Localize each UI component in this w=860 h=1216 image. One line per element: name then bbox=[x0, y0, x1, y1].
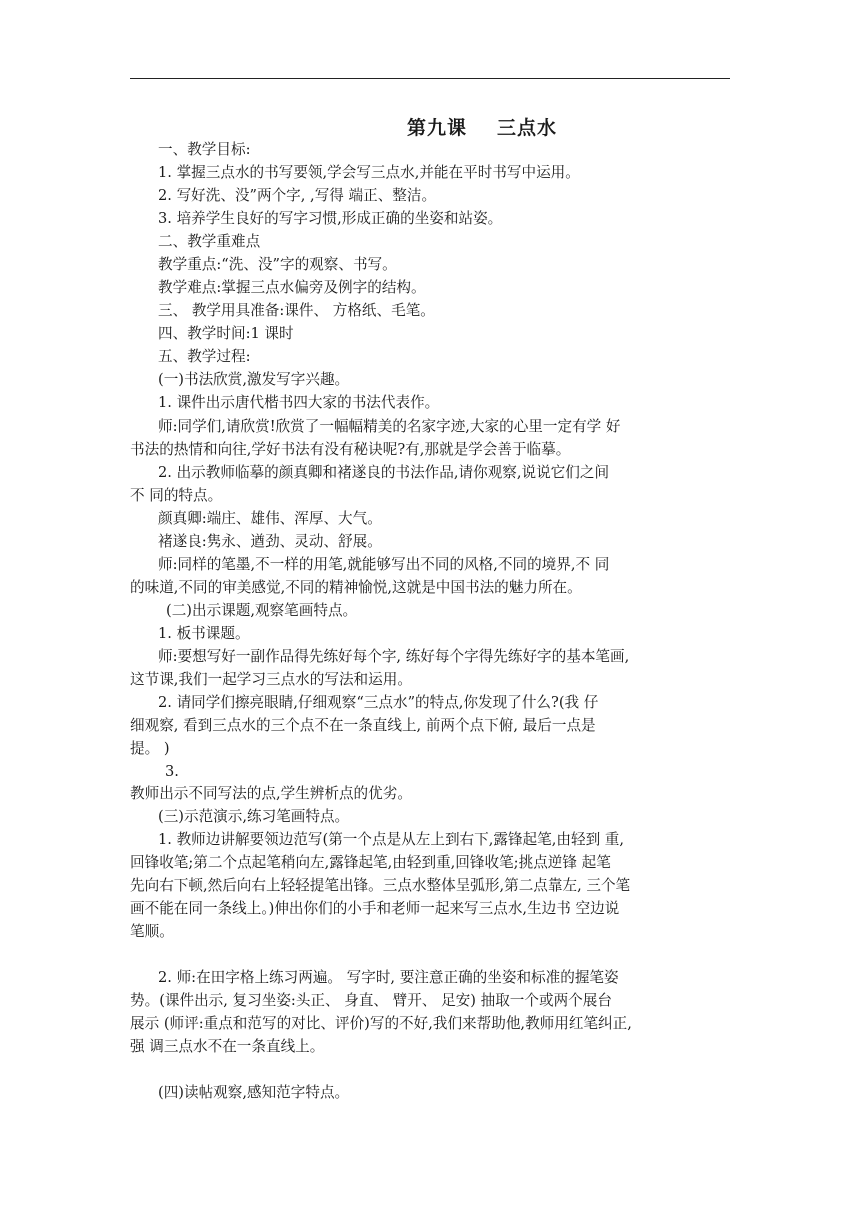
text-line: 强 调三点水不在一条直线上。 bbox=[130, 1038, 325, 1055]
text-line: 的味道,不同的审美感觉,不同的精神愉悦,这就是中国书法的魅力所在。 bbox=[130, 579, 582, 596]
text-line: 先向右下顿,然后向右上轻轻提笔出锋。三点水整体呈弧形,第二点靠左, 三个笔 bbox=[130, 877, 631, 894]
text-line: 3. 培养学生良好的写字习惯,形成正确的坐姿和站姿。 bbox=[158, 210, 503, 227]
text-line: 1. 教师边讲解要领边范写(第一个点是从左上到右下,露锋起笔,由轻到 重, bbox=[158, 831, 625, 848]
text-line: 笔顺。 bbox=[130, 923, 174, 940]
text-line: 3. bbox=[165, 763, 179, 780]
text-line: 三、 教学用具准备:课件、 方格纸、毛笔。 bbox=[158, 302, 435, 319]
text-line: 提。 ) bbox=[130, 740, 170, 757]
text-line: 师:同样的笔墨,不一样的用笔,就能够写出不同的风格,不同的境界,不 同 bbox=[158, 556, 610, 573]
text-line: (二)出示课题,观察笔画特点。 bbox=[166, 602, 358, 619]
text-line: 1. 课件出示唐代楷书四大家的书法代表作。 bbox=[158, 394, 440, 411]
lesson-number: 第九课 bbox=[406, 117, 467, 139]
text-line: 教学难点:掌握三点水偏旁及例字的结构。 bbox=[158, 279, 426, 296]
text-line: 四、教学时间:1 课时 bbox=[158, 325, 294, 342]
text-line: 五、教学过程: bbox=[158, 348, 251, 365]
text-line: 二、教学重难点 bbox=[158, 233, 261, 250]
text-line: 师:同学们,请欣赏!欣赏了一幅幅精美的名家字迹,大家的心里一定有学 好 bbox=[158, 418, 621, 435]
text-line: 颜真卿:端庄、雄伟、浑厚、大气。 bbox=[158, 510, 382, 527]
text-line: 这节课,我们一起学习三点水的写法和运用。 bbox=[130, 671, 412, 688]
text-line: 一、教学目标: bbox=[158, 141, 251, 158]
text-line: 1. 板书课题。 bbox=[158, 625, 250, 642]
lesson-title bbox=[130, 113, 730, 140]
text-line: (三)示范演示,练习笔画特点。 bbox=[158, 808, 350, 825]
text-line: 2. 出示教师临摹的颜真卿和褚遂良的书法作品,请你观察,说说它们之间 bbox=[158, 464, 610, 481]
text-line: 师:要想写好一副作品得先练好每个字, 练好每个字得先练好字的基本笔画, bbox=[158, 648, 630, 665]
text-line: 势。(课件出示, 复习坐姿:头正、 身直、 臂开、 足安) 抽取一个或两个展台 bbox=[130, 992, 612, 1009]
text-line: (四)读帖观察,感知范字特点。 bbox=[158, 1084, 350, 1101]
text-line: 2. 师:在田字格上练习两遍。 写字时, 要注意正确的坐姿和标准的握笔姿 bbox=[158, 969, 619, 986]
text-line: 回锋收笔;第二个点起笔稍向左,露锋起笔,由轻到重,回锋收笔;挑点逆锋 起笔 bbox=[130, 854, 611, 871]
text-line: 书法的热情和向往,学好书法有没有秘诀呢?有,那就是学会善于临摹。 bbox=[130, 441, 571, 458]
text-line: 教师出示不同写法的点,学生辨析点的优劣。 bbox=[130, 785, 412, 802]
text-line: 展示 (师评:重点和范写的对比、评价)写的不好,我们来帮助他,教师用红笔纠正, bbox=[130, 1015, 632, 1032]
header-rule bbox=[130, 78, 730, 79]
text-line: 细观察, 看到三点水的三个点不在一条直线上, 前两个点下俯, 最后一点是 bbox=[130, 717, 596, 734]
text-line: 2. 写好洗、没”两个字, ,写得 端正、整洁。 bbox=[158, 187, 437, 204]
text-line: 褚遂良:隽永、遒劲、灵动、舒展。 bbox=[158, 533, 382, 550]
text-line: 教学重点:“洗、没”字的观察、书写。 bbox=[158, 256, 397, 273]
text-line: 2. 请同学们擦亮眼睛,仔细观察“三点水”的特点,你发现了什么?(我 仔 bbox=[158, 694, 599, 711]
lesson-topic: 三点水 bbox=[497, 117, 558, 139]
text-line: (一)书法欣赏,激发写字兴趣。 bbox=[158, 371, 350, 388]
text-line: 1. 掌握三点水的书写要领,学会写三点水,并能在平时书写中运用。 bbox=[158, 164, 580, 181]
text-line: 不 同的特点。 bbox=[130, 487, 223, 504]
text-line: 画不能在同一条线上。)伸出你们的小手和老师一起来写三点水,生边书 空边说 bbox=[130, 900, 620, 917]
